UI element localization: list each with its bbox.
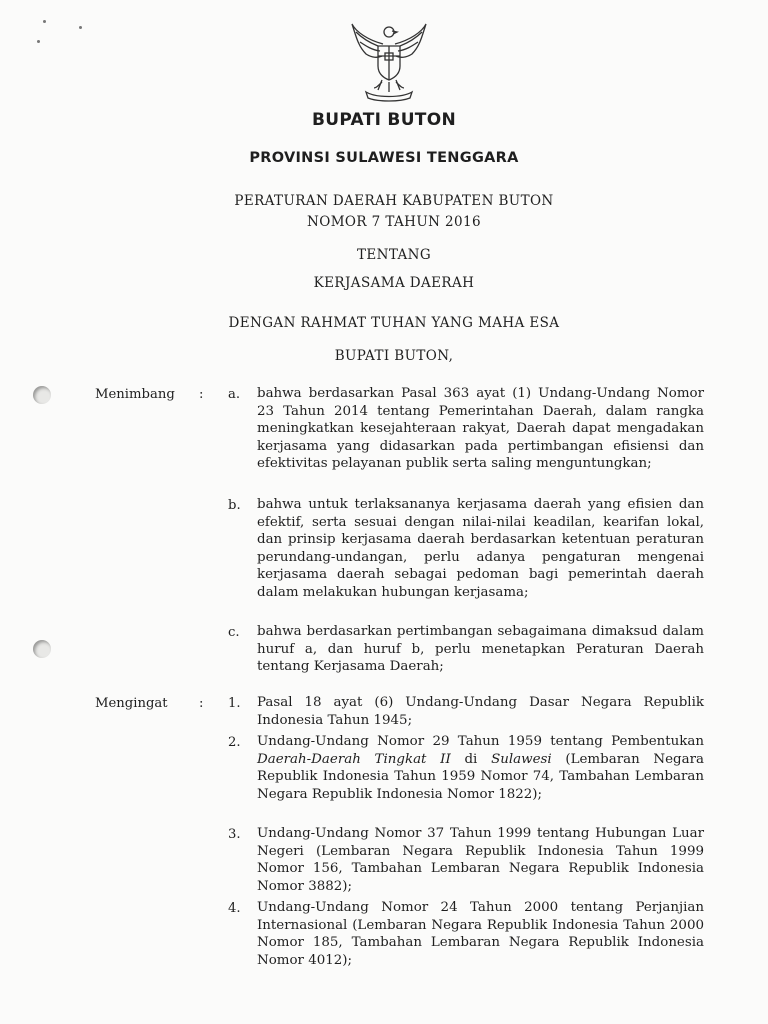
recalling-item-3: Undang-Undang Nomor 37 Tahun 1999 tentang Hubungan Luar Negeri (Lembaran Negara Republik Indonesia Tahun 1999 Nomor 156, Tambahan Lembaran Negara Republik Indonesia Nomor 3882);: [257, 826, 704, 894]
punch-hole-top: [33, 386, 51, 404]
blessing-line: DENGAN RAHMAT TUHAN YANG MAHA ESA: [228, 315, 560, 331]
about-heading: TENTANG: [356, 247, 432, 263]
regent-heading: BUPATI BUTON: [312, 110, 456, 130]
recalling-marker-3: 3.: [228, 827, 241, 842]
recalling-marker-2: 2.: [228, 735, 241, 750]
recalling-marker-4: 4.: [228, 901, 241, 916]
considering-marker-b: b.: [228, 498, 241, 513]
recalling-item-2-italic: Daerah-Daerah Tingkat II: [257, 751, 451, 767]
regent-sign-line: BUPATI BUTON,: [334, 348, 454, 364]
considering-marker-a: a.: [228, 387, 241, 402]
considering-label: Menimbang: [95, 387, 175, 402]
recalling-item-2-italic-2: Sulawesi: [491, 751, 552, 767]
recalling-marker-1: 1.: [228, 696, 241, 711]
considering-colon: :: [199, 387, 204, 402]
province-heading: PROVINSI SULAWESI TENGGARA: [249, 150, 519, 166]
recalling-item-2: [257, 733, 704, 803]
recalling-label: Mengingat: [95, 696, 168, 711]
recalling-item-2-text-middle: di: [450, 751, 492, 767]
considering-marker-c: c.: [228, 625, 240, 640]
recalling-item-2-text-before: Undang-Undang Nomor 29 Tahun 1959 tentang Pembentukan: [257, 734, 704, 749]
considering-item-c: bahwa berdasarkan pertimbangan sebagaimana dimaksud dalam huruf a, dan huruf b, perlu menetapkan Peraturan Daerah tentang Kerjasama Daerah;: [257, 624, 704, 675]
recalling-item-4: Undang-Undang Nomor 24 Tahun 2000 tentang Perjanjian Internasional (Lembaran Negara Republik Indonesia Tahun 2000 Nomor 185, Tambahan Lembaran Negara Republik Indonesia Nomor 4012);: [257, 900, 704, 968]
considering-item-b: bahwa untuk terlaksananya kerjasama daerah yang efisien dan efektif, serta sesuai dengan nilai-nilai keadilan, kearifan lokal, dan prinsip kerjasama daerah berdasarkan ketentuan peraturan perundang-undangan, perlu adanya pengaturan mengenai kerjasama daerah sebagai pedoman bagi pemerintah daerah dalam melakukan hubungan kerjasama;: [257, 497, 704, 600]
scan-speck: [43, 20, 46, 23]
punch-hole-bottom: [33, 640, 51, 658]
regulation-number: NOMOR 7 TAHUN 2016: [307, 214, 481, 230]
recalling-colon: :: [199, 696, 204, 711]
considering-item-a: bahwa berdasarkan Pasal 363 ayat (1) Undang-Undang Nomor 23 Tahun 2014 tentang Pemerintahan Daerah, dalam rangka meningkatkan kesejahteraan rakyat, Daerah dapat mengadakan kerjasama yang didasarkan pada pertimbangan efisiensi dan efektivitas pelayanan publik serta saling menguntungkan;: [257, 386, 704, 472]
subject-heading: KERJASAMA DAERAH: [313, 275, 475, 291]
garuda-emblem-icon: [348, 22, 430, 104]
recalling-item-1: Pasal 18 ayat (6) Undang-Undang Dasar Negara Republik Indonesia Tahun 1945;: [257, 695, 704, 728]
recalling-item-2-text-after: (Lembaran Negara Republik Indonesia Tahun 1959 Nomor 74, Tambahan Lembaran Negara Republik Indonesia Nomor 1822);: [257, 751, 705, 802]
regulation-title: PERATURAN DAERAH KABUPATEN BUTON: [234, 193, 554, 209]
scan-speck: [37, 40, 40, 43]
scan-speck: [79, 26, 82, 29]
